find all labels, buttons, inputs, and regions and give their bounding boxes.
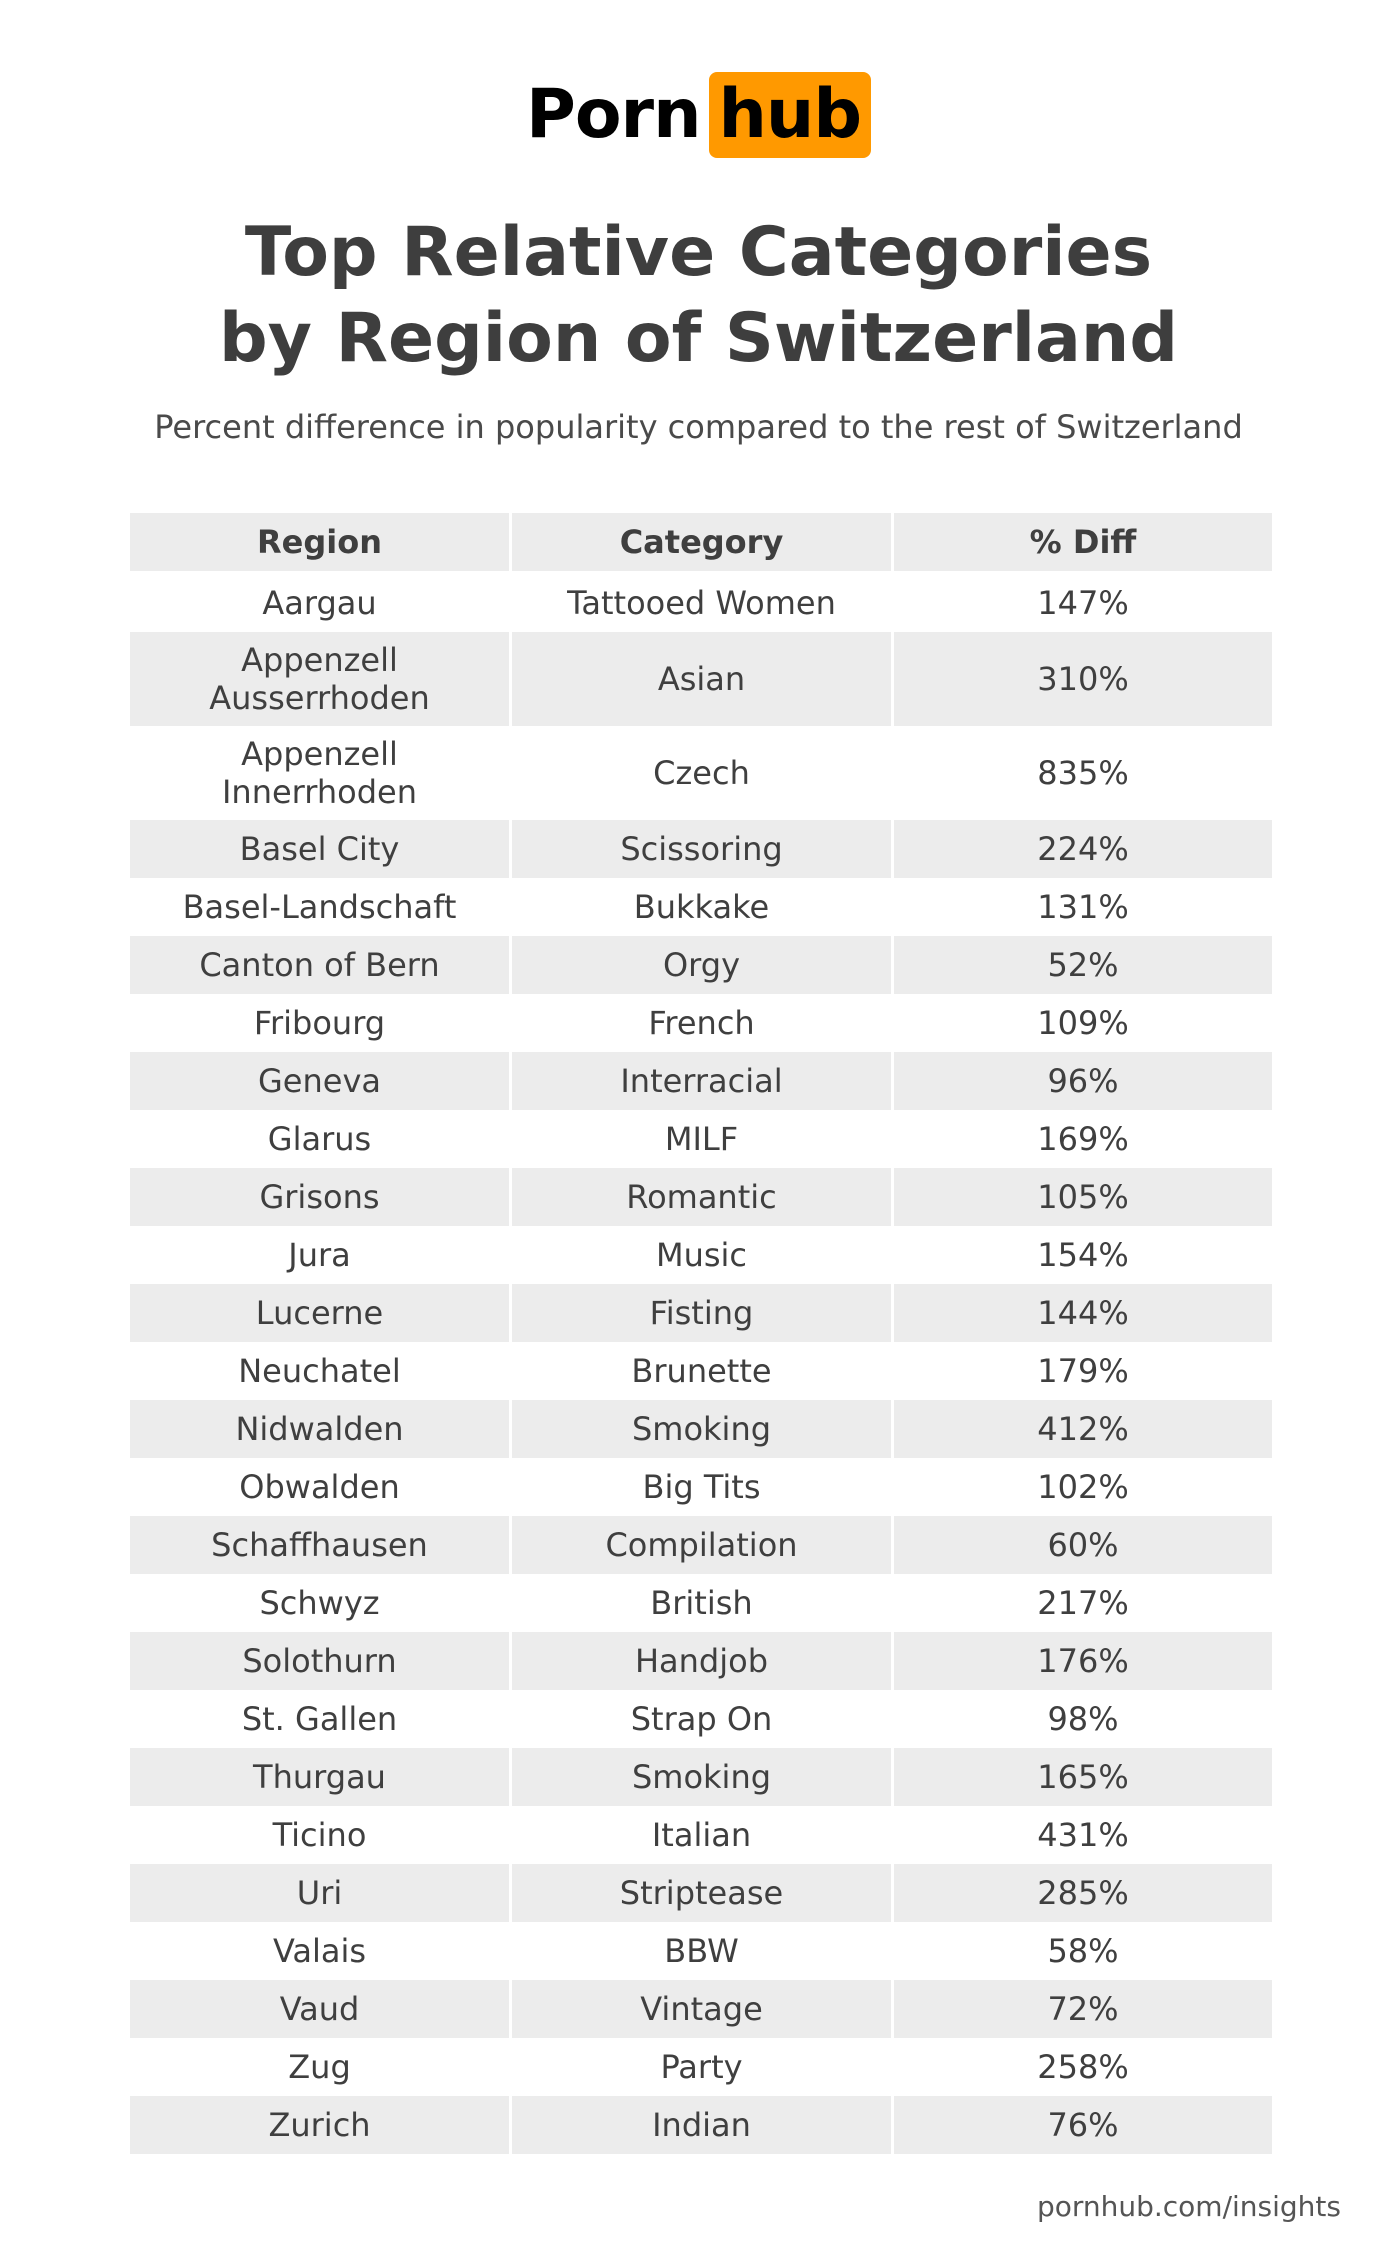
cell-category: French [512,994,891,1052]
cell-region: Ticino [130,1806,509,1864]
table-row [130,574,1272,632]
cell-diff: 431% [894,1806,1272,1864]
cell-region: Grisons [130,1168,509,1226]
cell-region: Jura [130,1226,509,1284]
table-row [130,994,1272,1052]
table-row [130,936,1272,994]
table-row [130,2038,1272,2096]
table-row [130,726,1272,820]
cell-category: Handjob [512,1632,891,1690]
cell-region: Basel City [130,820,509,878]
data-table [127,513,1275,2154]
cell-region: Lucerne [130,1284,509,1342]
logo-text-hub: hub [709,72,872,158]
table-row [130,1284,1272,1342]
cell-region: Obwalden [130,1458,509,1516]
cell-category: Italian [512,1806,891,1864]
table-row [130,1980,1272,2038]
cell-region: Fribourg [130,994,509,1052]
cell-category: Striptease [512,1864,891,1922]
cell-region: St. Gallen [130,1690,509,1748]
table-body [130,574,1272,2154]
cell-diff: 412% [894,1400,1272,1458]
cell-diff: 258% [894,2038,1272,2096]
cell-diff: 102% [894,1458,1272,1516]
cell-category: Brunette [512,1342,891,1400]
cell-diff: 224% [894,820,1272,878]
cell-category: Compilation [512,1516,891,1574]
cell-category: Indian [512,2096,891,2154]
cell-category: Orgy [512,936,891,994]
table-row [130,1400,1272,1458]
table-row [130,1806,1272,1864]
cell-category: Scissoring [512,820,891,878]
cell-region: Aargau [130,574,509,632]
cell-diff: 217% [894,1574,1272,1632]
cell-category: Smoking [512,1748,891,1806]
cell-category: Party [512,2038,891,2096]
cell-diff: 165% [894,1748,1272,1806]
cell-region: Zurich [130,2096,509,2154]
cell-diff: 835% [894,726,1272,820]
cell-diff: 58% [894,1922,1272,1980]
table-row [130,1226,1272,1284]
cell-category: MILF [512,1110,891,1168]
cell-diff: 98% [894,1690,1272,1748]
cell-category: Czech [512,726,891,820]
cell-region: Uri [130,1864,509,1922]
cell-diff: 176% [894,1632,1272,1690]
cell-diff: 154% [894,1226,1272,1284]
table-row [130,1864,1272,1922]
cell-region: Zug [130,2038,509,2096]
cell-category: Bukkake [512,878,891,936]
cell-diff: 144% [894,1284,1272,1342]
brand-logo [0,72,1397,158]
cell-region: Neuchatel [130,1342,509,1400]
table-row [130,1922,1272,1980]
cell-diff: 179% [894,1342,1272,1400]
table-row [130,1690,1272,1748]
cell-category: Asian [512,632,891,726]
table-row [130,1168,1272,1226]
cell-diff: 72% [894,1980,1272,2038]
cell-diff: 76% [894,2096,1272,2154]
page-title-line1: Top Relative Categories [244,213,1153,292]
cell-diff: 147% [894,574,1272,632]
table-row [130,820,1272,878]
cell-category: Big Tits [512,1458,891,1516]
cell-region: Canton of Bern [130,936,509,994]
table-header-row [130,513,1272,574]
cell-region: Glarus [130,1110,509,1168]
table-row [130,878,1272,936]
table-row [130,1052,1272,1110]
cell-category: Strap On [512,1690,891,1748]
cell-category: BBW [512,1922,891,1980]
cell-region: Geneva [130,1052,509,1110]
table-row [130,1516,1272,1574]
source-footer: pornhub.com/insights [1036,2190,1341,2223]
cell-diff: 96% [894,1052,1272,1110]
column-header-diff: % Diff [894,513,1272,574]
cell-category: Romantic [512,1168,891,1226]
cell-diff: 109% [894,994,1272,1052]
logo-text-porn: Porn [526,75,701,154]
table-row [130,1342,1272,1400]
cell-region: Appenzell Ausserrhoden [130,632,509,726]
column-header-region: Region [130,513,509,574]
cell-diff: 105% [894,1168,1272,1226]
cell-diff: 169% [894,1110,1272,1168]
cell-diff: 310% [894,632,1272,726]
cell-category: Fisting [512,1284,891,1342]
cell-category: Music [512,1226,891,1284]
page-subtitle: Percent difference in popularity compared to the rest of Switzerland [154,408,1243,446]
cell-region: Solothurn [130,1632,509,1690]
cell-region: Appenzell Innerrhoden [130,726,509,820]
cell-diff: 285% [894,1864,1272,1922]
cell-region: Schaffhausen [130,1516,509,1574]
cell-region: Nidwalden [130,1400,509,1458]
cell-category: Smoking [512,1400,891,1458]
table-row [130,632,1272,726]
cell-category: Tattooed Women [512,574,891,632]
table-row [130,1110,1272,1168]
table-row [130,1632,1272,1690]
page-title [0,210,1397,382]
table-row [130,1574,1272,1632]
table-row [130,1458,1272,1516]
cell-region: Vaud [130,1980,509,2038]
table-row [130,2096,1272,2154]
cell-category: British [512,1574,891,1632]
cell-diff: 52% [894,936,1272,994]
cell-category: Interracial [512,1052,891,1110]
table-row [130,1748,1272,1806]
cell-region: Basel-Landschaft [130,878,509,936]
page-title-line2: by Region of Switzerland [218,299,1179,378]
cell-region: Schwyz [130,1574,509,1632]
cell-region: Valais [130,1922,509,1980]
cell-diff: 60% [894,1516,1272,1574]
column-header-category: Category [512,513,891,574]
cell-region: Thurgau [130,1748,509,1806]
cell-diff: 131% [894,878,1272,936]
cell-category: Vintage [512,1980,891,2038]
